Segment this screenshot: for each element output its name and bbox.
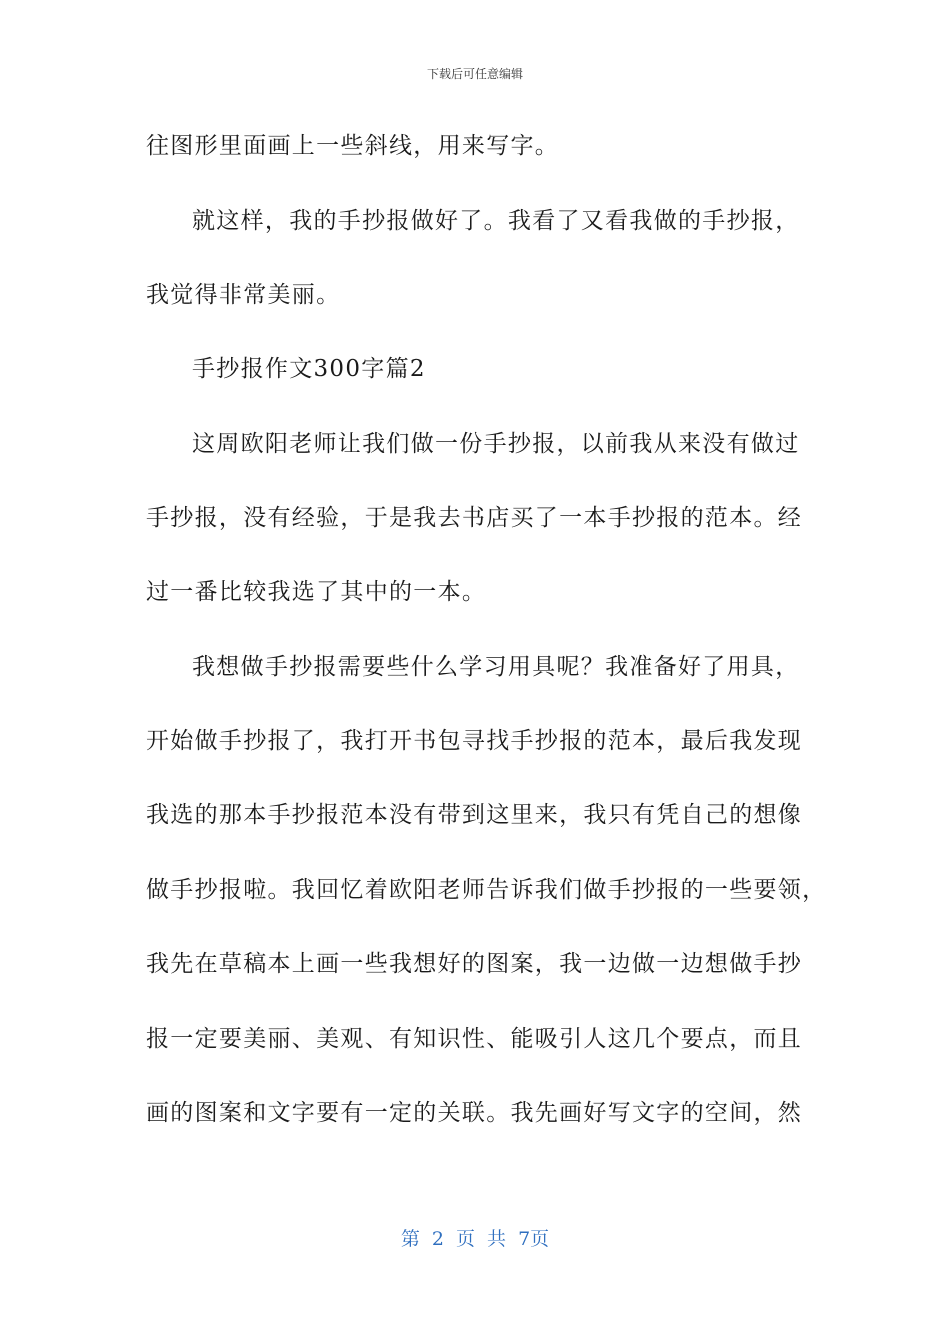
body-text-line: 报一定要美丽、美观、有知识性、能吸引人这几个要点，而且	[146, 1026, 803, 1052]
body-text-line: 开始做手抄报了，我打开书包寻找手抄报的范本，最后我发现	[146, 728, 803, 754]
body-text-line: 往图形里面画上一些斜线，用来写字。	[146, 133, 560, 159]
page-number-footer: 第 2 页 共 7页	[400, 1228, 550, 1250]
body-text-line: 这周欧阳老师让我们做一份手抄报，以前我从来没有做过	[192, 431, 800, 457]
body-text-line: 就这样，我的手抄报做好了。我看了又看我做的手抄报，	[192, 208, 800, 234]
body-text-line: 做手抄报啦。我回忆着欧阳老师告诉我们做手抄报的一些要领，	[146, 877, 827, 903]
body-text-line: 手抄报，没有经验，于是我去书店买了一本手抄报的范本。经	[146, 505, 803, 531]
body-text-line: 过一番比较我选了其中的一本。	[146, 579, 487, 605]
body-text-line: 我想做手抄报需要些什么学习用具呢？我准备好了用具，	[192, 654, 800, 680]
body-text-line: 我觉得非常美丽。	[146, 282, 341, 308]
section-heading: 手抄报作文300字篇2	[192, 356, 426, 382]
body-text-line: 画的图案和文字要有一定的关联。我先画好写文字的空间，然	[146, 1100, 803, 1126]
page-header: 下载后可任意编辑	[426, 67, 523, 81]
body-text-line: 我先在草稿本上画一些我想好的图案，我一边做一边想做手抄	[146, 951, 803, 977]
body-text-line: 我选的那本手抄报范本没有带到这里来，我只有凭自己的想像	[146, 802, 803, 828]
